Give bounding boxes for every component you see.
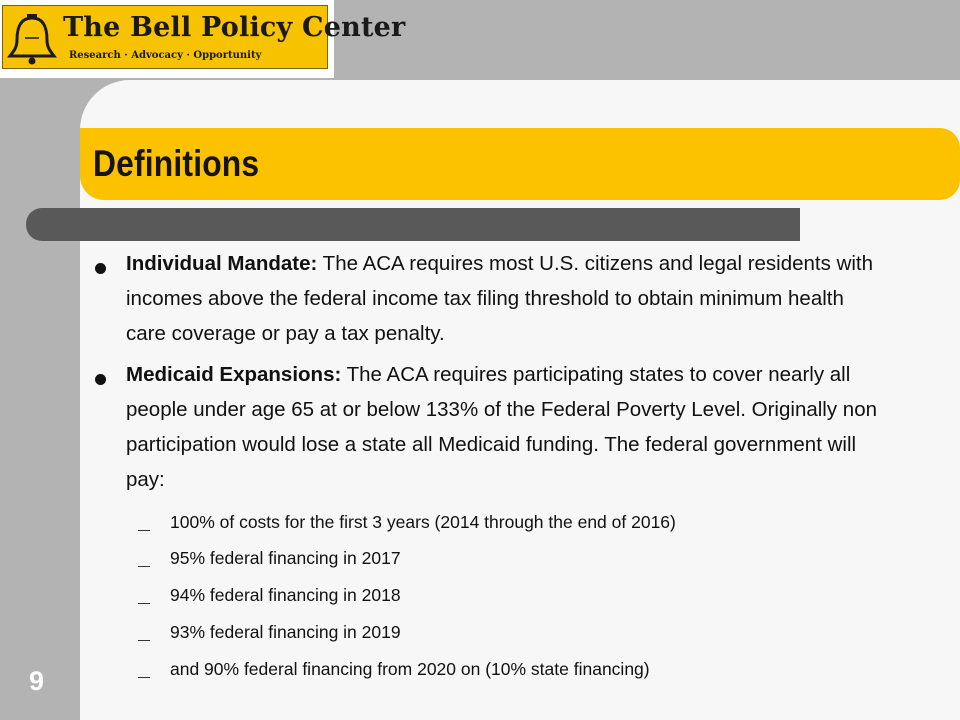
sub-bullet: 93% federal financing in 2019 [170, 622, 401, 642]
bullet-term: Medicaid Expansions: [126, 363, 342, 386]
bullet-individual-mandate [126, 246, 886, 351]
page-number: 9 [29, 666, 45, 696]
sub-bullet: 94% federal financing in 2018 [170, 585, 401, 605]
dash-icon [138, 530, 150, 531]
sub-bullet: 100% of costs for the first 3 years (2014 through the end of 2016) [170, 512, 676, 532]
dash-icon [138, 603, 150, 604]
bullet-text: The ACA requires participating states to cover nearly all people under age 65 at or below 133% of the Federal Poverty Level. Originally non participation would lose a state all Medicaid funding. The federal government will pay: [126, 363, 878, 491]
bell-icon [5, 10, 59, 66]
bullet-icon [95, 263, 106, 274]
bullet-icon [95, 374, 106, 385]
sub-bullet: and 90% federal financing from 2020 on (10% state financing) [170, 659, 650, 679]
bullet-text: The ACA requires most U.S. citizens and legal residents with incomes above the federal income tax filing threshold to obtain minimum health care coverage or pay a tax penalty. [126, 252, 874, 345]
slide-title: Definitions [93, 143, 260, 184]
bullet-medicaid-expansions [126, 357, 886, 497]
dash-icon [138, 640, 150, 641]
logo-name: The Bell Policy Center [63, 12, 406, 43]
logo-banner [2, 5, 406, 69]
logo [0, 0, 406, 78]
logo-tagline: Research · Advocacy · Opportunity [69, 50, 262, 61]
dash-icon [138, 566, 150, 567]
sub-bullet: 95% federal financing in 2017 [170, 548, 401, 568]
dash-icon [138, 677, 150, 678]
divider-bar [26, 208, 800, 241]
bullet-term: Individual Mandate: [126, 252, 318, 275]
